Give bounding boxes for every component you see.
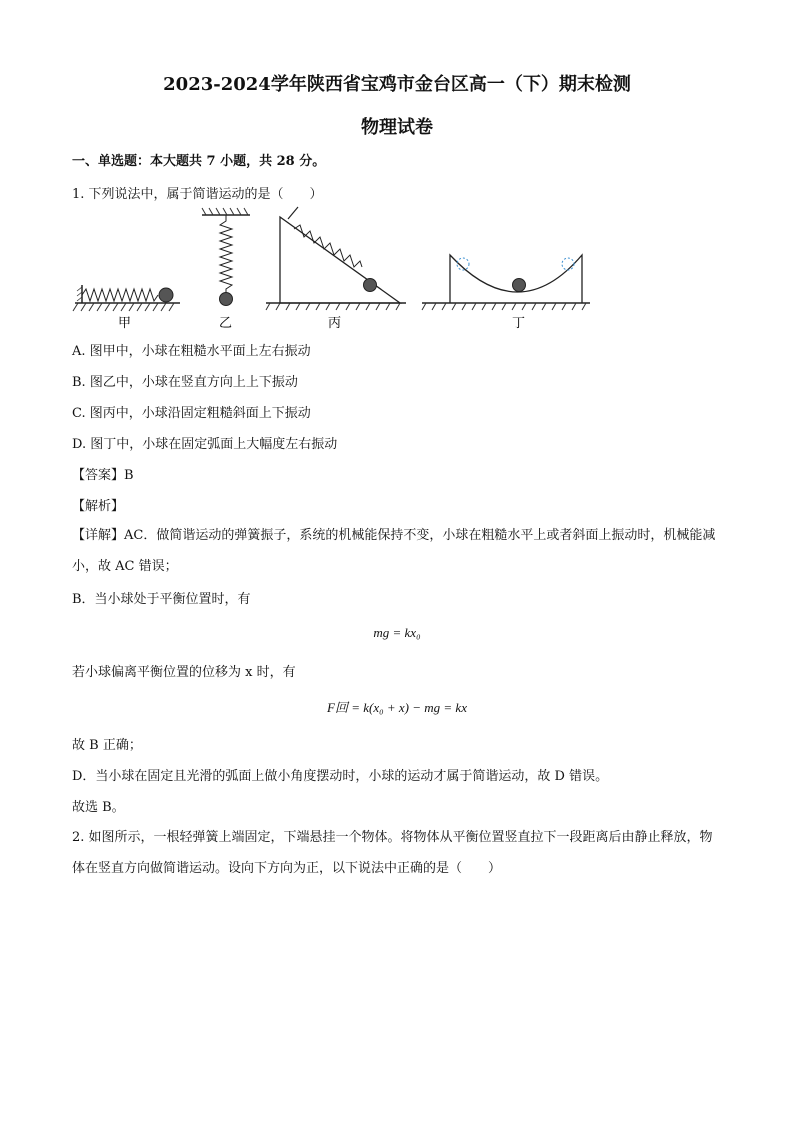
equation-equilibrium: mg = kx₀ — [373, 625, 421, 640]
q1-detail-displacement: 若小球偏离平衡位置的位移为 x 时，有 — [72, 665, 296, 680]
page-title: 2023-2024学年陕西省宝鸡市金台区高一（下）期末检测 — [163, 74, 631, 95]
q1-detail-b: B．当小球处于平衡位置时，有 — [72, 592, 251, 607]
figure-jia — [73, 285, 180, 330]
section-heading: 一、单选题：本大题共 7 小题，共 28 分。 — [72, 154, 326, 169]
q1-conclusion: 故选 B。 — [72, 800, 125, 815]
q1-detail-b-correct: 故 B 正确； — [72, 738, 142, 753]
q1-option-d: D. 图丁中，小球在固定弧面上大幅度左右振动 — [72, 437, 338, 452]
equation-restoring-force: F回 = k(x₀ + x) − mg = kx — [327, 700, 467, 715]
q1-figure — [70, 205, 610, 330]
figure-label-yi: 乙 — [219, 315, 233, 330]
q1-detail-ac: 【详解】AC．做简谐运动的弹簧振子，系统的机械能保持不变，小球在粗糙水平上或者斜面上振动时，机械能减小，故 AC 错误； — [72, 528, 716, 574]
figure-label-bing: 丙 — [328, 315, 342, 330]
q1-option-b: B. 图乙中，小球在竖直方向上上下振动 — [72, 375, 298, 390]
page-subtitle: 物理试卷 — [361, 117, 433, 138]
q1-option-c: C. 图丙中，小球沿固定粗糙斜面上下振动 — [72, 406, 311, 421]
figure-label-ding: 丁 — [512, 315, 526, 330]
q2-stem: 2. 如图所示，一根轻弹簧上端固定，下端悬挂一个物体。将物体从平衡位置竖直拉下一段距离后由静止释放，物体在竖直方向做简谐运动。设向下方向为正，以下说法中正确的是（ ） — [72, 830, 713, 876]
figure-bing — [266, 207, 406, 330]
figure-yi — [202, 208, 250, 330]
q1-detail-d: D．当小球在固定且光滑的弧面上做小角度摆动时，小球的运动才属于简谐运动，故 D 错误。 — [72, 769, 609, 784]
q1-option-a: A. 图甲中，小球在粗糙水平面上左右振动 — [72, 344, 311, 359]
q1-answer: 【答案】B — [72, 468, 134, 483]
figure-ding — [422, 255, 590, 330]
q1-stem: 1. 下列说法中，属于简谐运动的是（ ） — [72, 187, 323, 202]
q1-analysis-label: 【解析】 — [72, 499, 125, 514]
figure-label-jia: 甲 — [118, 315, 132, 330]
